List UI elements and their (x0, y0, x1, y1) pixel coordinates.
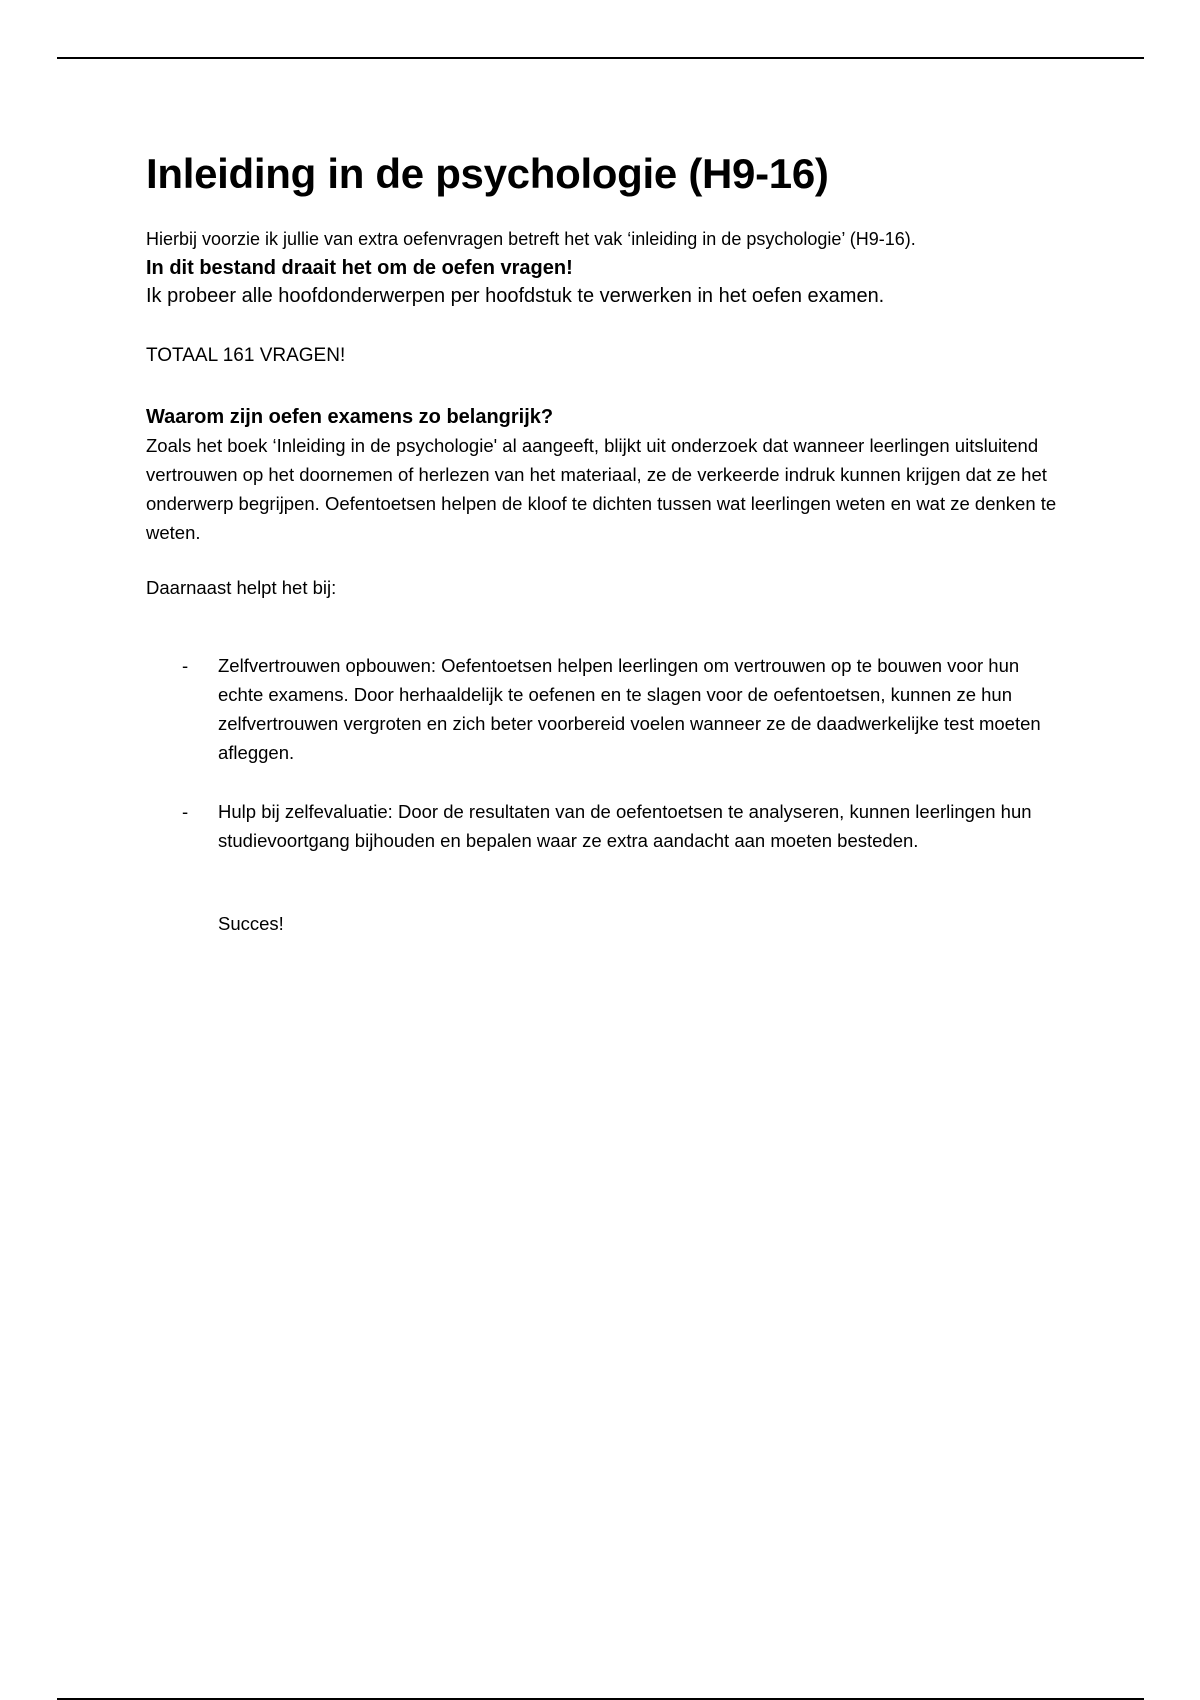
list-item-text: Hulp bij zelfevaluatie: Door de resultaten van de oefentoetsen te analyseren, kunnen leerlingen hun studievoortgang bijhouden en bepalen waar ze extra aandacht aan moeten besteden. (218, 801, 1032, 852)
intro-text: Hierbij voorzie ik jullie van extra oefenvragen betreft het vak ‘inleiding in de psychologie’ (H9-16). (146, 228, 916, 249)
list-lead: Daarnaast helpt het bij: (146, 577, 337, 599)
dash-marker: - (182, 655, 189, 677)
plain-statement: Ik probeer alle hoofdonderwerpen per hoofdstuk te verwerken in het oefen examen. (146, 284, 885, 307)
page-title: Inleiding in de psychologie (H9-16) (146, 150, 829, 197)
closing-text: Succes! (218, 913, 284, 935)
top-rule (57, 57, 1144, 59)
benefits-list (146, 651, 1066, 855)
document-body (146, 148, 1066, 937)
list-item-text: Zelfvertrouwen opbouwen: Oefentoetsen helpen leerlingen om vertrouwen op te bouwen voor hun echte examens. Door herhaaldelijk te oefenen en te slagen voor de oefentoetsen, kunnen ze hun zelfvertrouwen vergroten en zich beter voorbereid voelen wanneer ze de daadwerkelijke test moeten afleggen. (218, 655, 1041, 764)
section-paragraph: Zoals het boek ‘Inleiding in de psychologie' al aangeeft, blijkt uit onderzoek dat wanneer leerlingen uitsluitend vertrouwen op het doornemen of herlezen van het materiaal, ze de verkeerde indruk kunnen krijgen dat ze het onderwerp begrijpen. Oefentoetsen helpen de kloof te dichten tussen wat leerlingen weten en wat ze denken te weten. (146, 435, 1057, 544)
dash-marker: - (182, 801, 189, 823)
section-heading: Waarom zijn oefen examens zo belangrijk? (146, 406, 554, 429)
bold-statement: In dit bestand draait het om de oefen vragen! (146, 256, 573, 279)
list-item (146, 651, 1066, 767)
list-item (146, 797, 1066, 855)
total-questions: TOTAAL 161 VRAGEN! (146, 344, 346, 366)
